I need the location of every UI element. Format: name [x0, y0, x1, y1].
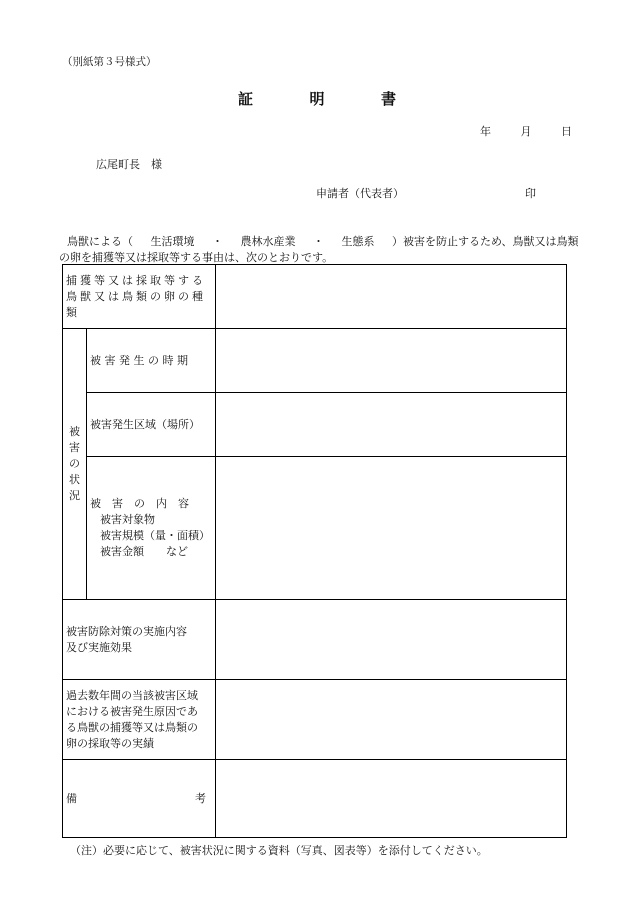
damage-time-row [63, 329, 567, 393]
seal-label: 印 [525, 187, 536, 200]
prevention-input[interactable] [216, 600, 567, 680]
option-living-environment: 生活環境 [150, 235, 195, 248]
title-char-3: 書 [380, 90, 396, 108]
remarks-row [63, 760, 567, 838]
past-record-input[interactable] [216, 680, 567, 760]
document-title [238, 88, 396, 109]
prevention-row [63, 600, 567, 680]
option-ecosystem: 生態系 [341, 235, 375, 248]
damage-area-row [63, 393, 567, 457]
damage-status-label: 被 害 の 状 況 [63, 329, 87, 600]
remarks-input[interactable] [216, 760, 567, 838]
option-separator: ・ [313, 235, 324, 248]
prevention-label: 被害防除対策の実施内容 及び実施効果 [63, 600, 216, 680]
damage-content-row [63, 457, 567, 600]
damage-time-input[interactable] [216, 329, 567, 393]
addressee: 広尾町長 様 [96, 158, 162, 171]
intro-line-1 [67, 233, 579, 249]
species-label: 捕獲等又は採取等する 鳥獣又は鳥類の卵の種類 [63, 265, 216, 329]
title-char-2: 明 [309, 90, 325, 108]
species-row [63, 265, 567, 329]
damage-time-label: 被 害 発 生 の 時 期 [87, 329, 216, 393]
intro-suffix: ）被害を防止するため、鳥獣又は鳥類 [392, 235, 579, 248]
certificate-table [62, 264, 567, 838]
day-label: 日 [561, 125, 572, 138]
option-separator: ・ [212, 235, 223, 248]
species-input[interactable] [216, 265, 567, 329]
intro-line-2: の卵を捕獲等又は採取等する事由は、次のとおりです。 [59, 251, 334, 264]
damage-content-input[interactable] [216, 457, 567, 600]
intro-prefix: 鳥獣による（ [67, 235, 133, 248]
date-line [480, 123, 572, 139]
damage-area-input[interactable] [216, 393, 567, 457]
footnote: （注）必要に応じて、被害状況に関する資料（写真、図表等）を添付してください。 [70, 844, 488, 857]
past-record-row [63, 680, 567, 760]
past-record-label: 過去数年間の当該被害区域 における被害発生原因であ る鳥獣の捕獲等又は鳥類の 卵の採取等の実績 [63, 680, 216, 760]
remarks-label: 備 考 [63, 760, 216, 838]
option-agriculture: 農林水産業 [240, 235, 296, 248]
damage-content-label: 被 害 の 内 容 被害対象物 被害規模（量・面積） 被害金額 など [87, 457, 216, 600]
applicant-label: 申請者（代表者） [316, 187, 404, 200]
month-label: 月 [520, 125, 532, 138]
year-label: 年 [480, 125, 491, 138]
title-char-1: 証 [238, 90, 254, 108]
form-number: （別紙第３号様式） [62, 56, 157, 68]
damage-area-label: 被害発生区域（場所） [87, 393, 216, 457]
